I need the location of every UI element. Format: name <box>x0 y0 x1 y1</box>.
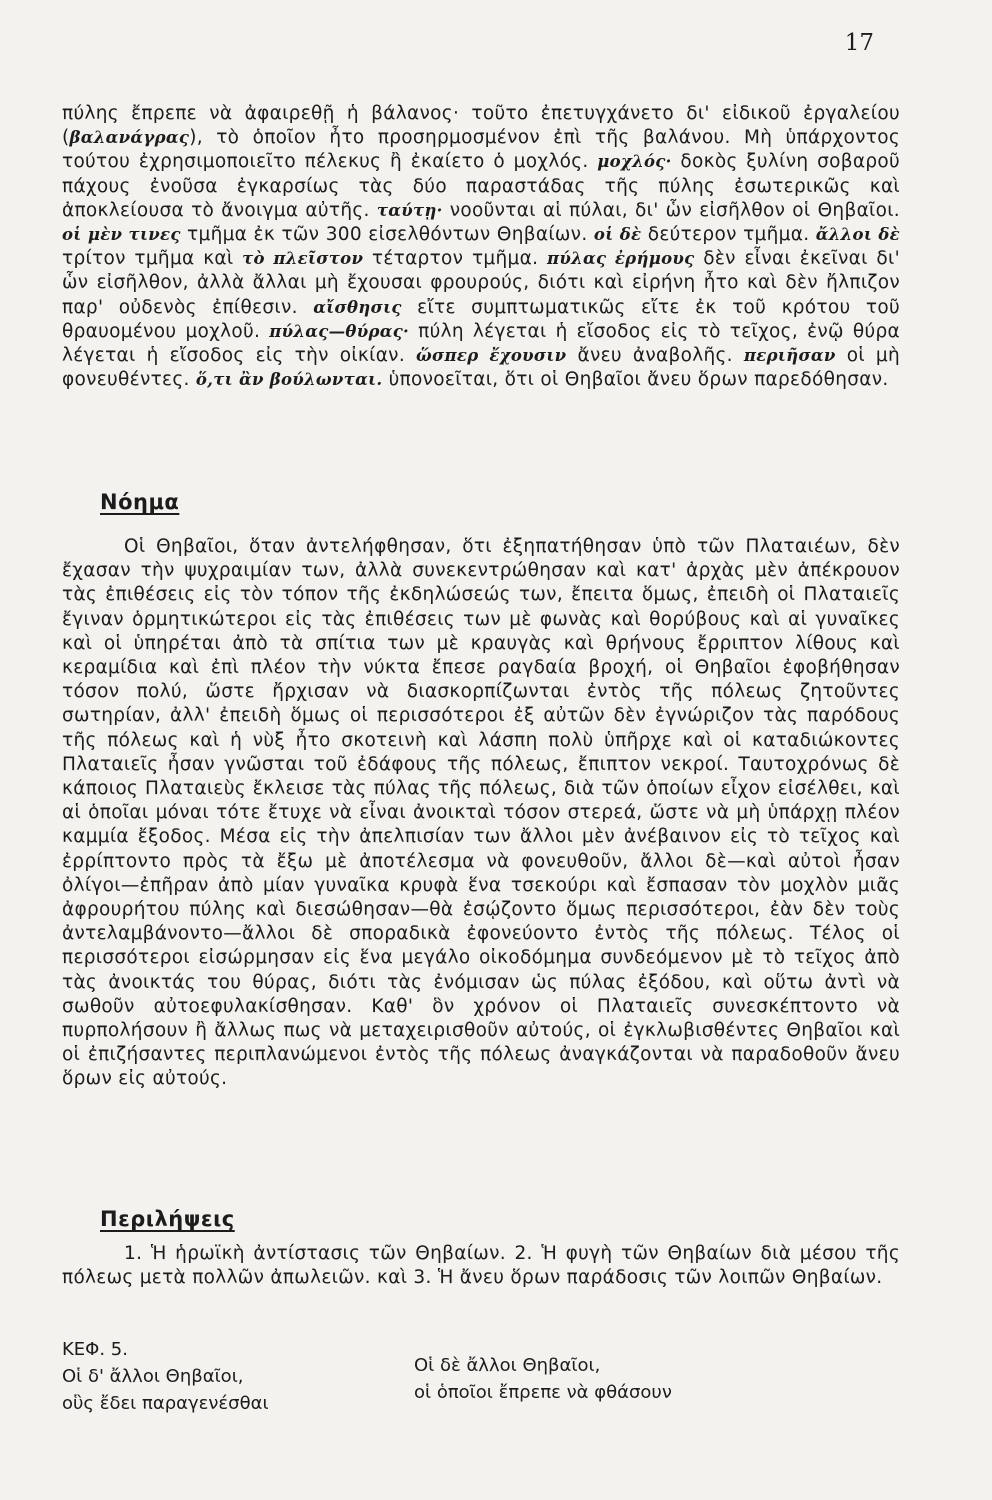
note-term: τὸ πλεῖστον <box>242 249 364 269</box>
note-text: ), τὸ ὁποῖον ἦτο προσηρμοσμένον ἐπὶ τῆς βαλάνου. Μὴ ὑπάρχοντος τούτου ἐχρησιμοποιεῖτο πέλεκυς ἢ ἐκαίετο ὁ μοχλός. <box>62 127 900 173</box>
note-text: ὑπονοεῖται, ὅτι οἱ Θηβαῖοι ἄνευ ὅρων παρεδόθησαν. <box>382 369 889 391</box>
note-term: αἴσθησις <box>313 297 402 317</box>
note-term: ὅ,τι ἂν βούλωνται. <box>195 370 383 390</box>
notes-paragraph <box>62 102 900 392</box>
chapter-translation-column <box>414 1352 814 1406</box>
note-term: οἱ μὲν τινες <box>62 225 181 245</box>
commentary-notes <box>62 102 900 392</box>
note-term: ἄλλοι δὲ <box>815 225 900 245</box>
note-term: ταύτῃ· <box>376 200 443 220</box>
chapter-label: ΚΕΦ. 5. <box>62 1339 128 1360</box>
note-text: τρίτον τμῆμα καὶ <box>62 248 243 270</box>
perilipseis-section <box>62 1242 900 1290</box>
translation-line-1: Οἱ δὲ ἄλλοι Θηβαῖοι, <box>414 1355 601 1376</box>
chapter-original-column <box>62 1336 402 1417</box>
noima-heading: Νόημα <box>100 490 180 514</box>
note-text: πύλης ἔπρεπε νὰ ἀφαιρεθῇ ἡ βάλανος· τοῦτο ἐπετυγχάνετο δι' εἰδικοῦ ἐργαλείου ( <box>62 103 900 149</box>
note-term: ὥσπερ ἔχουσιν <box>416 346 567 366</box>
translation-line-2: οἱ ὁποῖοι ἔπρεπε νὰ φθάσουν <box>414 1382 672 1403</box>
noima-paragraph: Οἱ Θηβαῖοι, ὅταν ἀντελήφθησαν, ὅτι ἐξηπατήθησαν ὑπὸ τῶν Πλαταιέων, δὲν ἔχασαν τὴν ψυχραιμίαν των, ἀλλὰ συνεκεντρώθησαν καὶ κατ' ἀρχὰς μὲν ἀπέκρουον τὰς ἐπιθέσεις εἰς τὸν τόπον τῆς ἐκδηλώσεώς των, ἔπειτα ὅμως, ἐπειδὴ οἱ Πλαταιεῖς ἔγιναν ὁρμητικώτεροι εἰς τὰς ἐπιθέσεις των μὲ φωνὰς καὶ θορύβους καὶ αἱ γυναῖκες καὶ οἱ ὑπηρέται ἀπὸ τὰ σπίτια των μὲ κραυγὰς καὶ θρήνους ἔρριπτον λίθους καὶ κεραμίδια καὶ ἐπὶ πλέον τὴν νύκτα ἔπεσε ραγδαία βροχή, οἱ Θηβαῖοι ἐφοβήθησαν τόσον πολύ, ὥστε ἤρχισαν νὰ διασκορπίζωνται ἐντὸς τῆς πόλεως ζητοῦντες σωτηρίαν, ἀλλ' ἐπειδὴ ὅμως οἱ περισσότεροι ἐξ αὐτῶν δὲν ἐγνώριζον τὰς παρόδους τῆς πόλεως καὶ ἡ νὺξ ἦτο σκοτεινὴ καὶ λάσπη πολὺ ὑπῆρχε καὶ οἱ καταδιώκοντες Πλαταιεῖς ἦσαν γνῶσται τοῦ ἐδάφους τῆς πόλεως, ἔπιπτον νεκροί. Ταυτοχρόνως δὲ κάποιος Πλαταιεὺς ἔκλεισε τὰς πύλας τῆς πόλεως, διὰ τῶν ὁποίων εἶχον εἰσέλθει, καὶ αἱ ὁποῖαι μόναι τότε ἔτυχε νὰ εἶναι ἀνοικταὶ τόσον στερεά, ὥστε νὰ μὴ ὑπάρχῃ πλέον καμμία ἔξοδος. Μέσα εἰς τὴν ἀπελπισίαν των ἄλλοι μὲν ἀνέβαινον εἰς τὸ τεῖχος καὶ ἐρρίπτοντο πρὸς τὰ ἔξω μὲ ἀποτέλεσμα νὰ φονευθοῦν, ἄλλοι δὲ—καὶ αὐτοὶ ἦσαν ὀλίγοι—ἐπῆραν ἀπὸ μίαν γυναῖκα κρυφὰ ἕνα τσεκούρι καὶ ἔσπασαν τὸν μοχλὸν μιᾶς ἀφρουρήτου πύλης καὶ διεσώθησαν—θὰ ἐσῴζοντο ὅμως περισσότεροι, ἐὰν δὲν τοὺς ἀντελαμβάνοντο—ἄλλοι δὲ σποραδικὰ ἐφονεύοντο ἐντὸς τῆς πόλεως. Τέλος οἱ περισσότεροι εἰσώρμησαν εἰς ἕνα μεγάλο οἰκοδόμημα συνδεόμενον μὲ τὸ τεῖχος ἀπὸ τὰς ἀνοικτάς του θύρας, διότι τὰς ἐνόμισαν ὡς πύλας ἐξόδου, καὶ οὕτω ἀντὶ νὰ σωθοῦν αὐτοεφυλακίσθησαν. Καθ' ὃν χρόνον οἱ Πλαταιεῖς συνεσκέπτοντο νὰ πυρπολήσουν ἢ ἄλλως πως νὰ μεταχειρισθοῦν αὐτούς, οἱ ἐγκλωβισθέντες Θηβαῖοι καὶ οἱ ἐπιζήσαντες περιπλανώμενοι ἐντὸς τῆς πόλεως ἀναγκάζονται νὰ παραδοθοῦν ἄνευ ὅρων εἰς αὐτούς. <box>62 536 900 1090</box>
note-term: βαλανάγρας <box>69 128 190 148</box>
note-text: τμῆμα ἐκ τῶν 300 εἰσελθόντων Θηβαίων. <box>180 224 594 246</box>
perilipseis-paragraph: 1. Ἡ ἡρωϊκὴ ἀντίστασις τῶν Θηβαίων. 2. Ἡ φυγὴ τῶν Θηβαίων διὰ μέσου τῆς πόλεως μετὰ πολλῶν ἀπωλειῶν. καὶ 3. Ἡ ἄνευ ὅρων παράδοσις τῶν λοιπῶν Θηβαίων. <box>62 1243 900 1289</box>
note-text: δεύτερον τμῆμα. <box>641 224 816 246</box>
note-term: μοχλός· <box>597 152 672 172</box>
note-text: δοκὸς ξυλίνη σοβαροῦ πάχους ἐνοῦσα ἐγκαρσίως τὰς δύο παραστάδας τῆς πύλης ἐσωτερικῶς καὶ ἀποκλείουσα τὸ ἄνοιγμα αὐτῆς. <box>62 151 901 221</box>
perilipseis-heading: Περιλήψεις <box>100 1207 235 1231</box>
note-term: οἱ δὲ <box>593 225 642 245</box>
note-text: οἱ μὴ φονευθέντες. <box>62 345 900 391</box>
note-text: εἴτε συμπτωματικῶς εἴτε ἐκ τοῦ κρότου τοῦ θραυομένου μοχλοῦ. <box>62 296 900 342</box>
original-line-1: Οἱ δ' ἄλλοι Θηβαῖοι, <box>62 1366 244 1387</box>
original-line-2: οὓς ἔδει παραγενέσθαι <box>62 1393 269 1414</box>
noima-section <box>62 535 900 1092</box>
page-number: 17 <box>844 30 874 56</box>
note-text: τέταρτον τμῆμα. <box>363 248 547 270</box>
note-term: πύλας—θύρας· <box>269 321 410 341</box>
note-term: περιῆσαν <box>743 346 836 366</box>
note-text: ἄνευ ἀναβολῆς. <box>566 345 744 367</box>
note-term: πύλας ἐρήμους <box>546 249 695 269</box>
note-text: δὲν εἶναι ἐκεῖναι δι' ὧν εἰσῆλθον, ἀλλὰ ἄλλαι μὴ ἔχουσαι φρουρούς, διότι καὶ εἰρήνη ἦτο καὶ δὲν ἤλπιζον παρ' οὐδενὸς ἐπίθεσιν. <box>62 248 900 318</box>
note-text: νοοῦνται αἱ πύλαι, δι' ὧν εἰσῆλθον οἱ Θηβαῖοι. <box>442 199 900 221</box>
note-text: πύλη λέγεται ἡ εἴσοδος εἰς τὸ τεῖχος, ἐνῷ θύρα λέγεται ἡ εἴσοδος εἰς τὴν οἰκίαν. <box>62 320 901 367</box>
